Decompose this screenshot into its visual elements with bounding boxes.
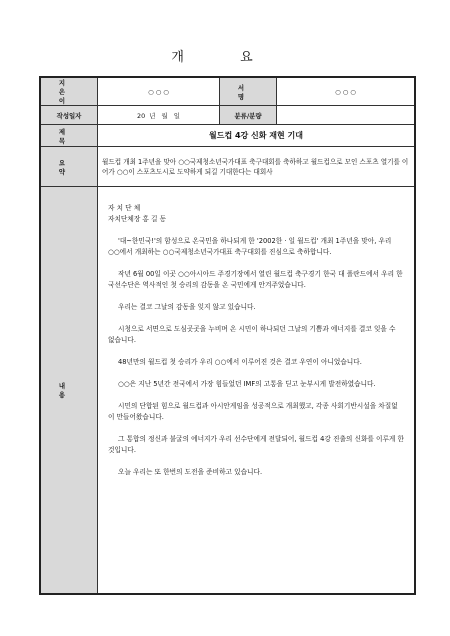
content-paragraph: '대~한민국!'의 함성으로 온국민을 하나되게 한 '2002한 · 일 월드컵' 개최 1주년을 맞아, 우리 ○○에서 개최하는 ○○국제청소년국가대표 축구대회를 진심으로 축하합니다. (108, 237, 392, 256)
content-paragraph: 48년만의 월드컵 첫 승리가 우리 ○○에서 이루어진 것은 결코 우연이 아니었습니다. (118, 358, 362, 366)
author-value: ○ ○ ○ (98, 77, 220, 106)
content-paragraph: 우리는 결코 그날의 감동을 잊지 않고 있습니다. (118, 303, 256, 311)
header-row-author (40, 77, 415, 106)
subject-value: 월드컵 4강 신화 재현 기대 (98, 125, 416, 147)
document-title: 개 요 (171, 50, 279, 65)
signature-label: 서 명 (220, 77, 277, 106)
content-paragraph: 작년 6월 00일 이곳 ○○아시아드 주경기장에서 열린 월드컵 축구경기 한국 대 폴란드에서 우리 한국선수단은 역사적인 첫 승리의 감동을 온 국민에게 안겨주었습니다. (108, 270, 403, 289)
signature-value: ○ ○ ○ (277, 77, 416, 106)
content-paragraph: 오늘 우리는 또 한번의 도전을 준비하고 있습니다. (118, 468, 263, 476)
date-value: 20 년 월 일 (98, 106, 220, 125)
summary-row (40, 147, 415, 187)
content-paragraph: ○○은 지난 5년간 전국에서 가장 힘들었던 IMF의 고통을 딛고 눈부시게 발전하였습니다. (118, 380, 376, 388)
date-label: 작성일자 (40, 106, 98, 125)
content-row (40, 187, 415, 594)
subject-row (40, 125, 415, 147)
content-paragraph: 시청으로 서면으로 도심곳곳을 누비며 온 시민이 하나되던 그날의 기쁨과 에너지를 결코 잊을 수 없습니다. (108, 325, 396, 344)
summary-label: 요 약 (40, 147, 98, 187)
author-label: 지 은 이 (40, 77, 98, 106)
content-paragraph: 시민의 단합된 힘으로 월드컵과 아시안게임을 성공적으로 개최했고, 각종 사회기반시설을 차질없이 만들어왔습니다. (108, 402, 398, 421)
content-label: 내 용 (40, 187, 98, 594)
subject-label: 제 목 (40, 125, 98, 147)
content-org: 자 치 단 체 (108, 204, 141, 212)
category-value (277, 106, 416, 125)
header-row-date (40, 106, 415, 125)
content-paragraph: 그 통합의 정신과 불굴의 에너지가 우리 선수단에게 전달되어, 월드컵 4강 진출의 신화를 이루게 한 것입니다. (108, 435, 404, 454)
content-org-head: 자치단체장 홍 길 동 (108, 215, 167, 223)
summary-text: 월드컵 개최 1주년을 맞아 ○○국제청소년국가대표 축구대회를 축하하고 월드컵으로 모인 스포츠 열기를 이어가 ○○이 스포츠도시로 도약하게 되길 기대한다는 대회사 (98, 147, 416, 187)
category-label: 분류/분량 (220, 106, 277, 125)
content-body (98, 187, 416, 594)
summary-table (39, 76, 416, 595)
